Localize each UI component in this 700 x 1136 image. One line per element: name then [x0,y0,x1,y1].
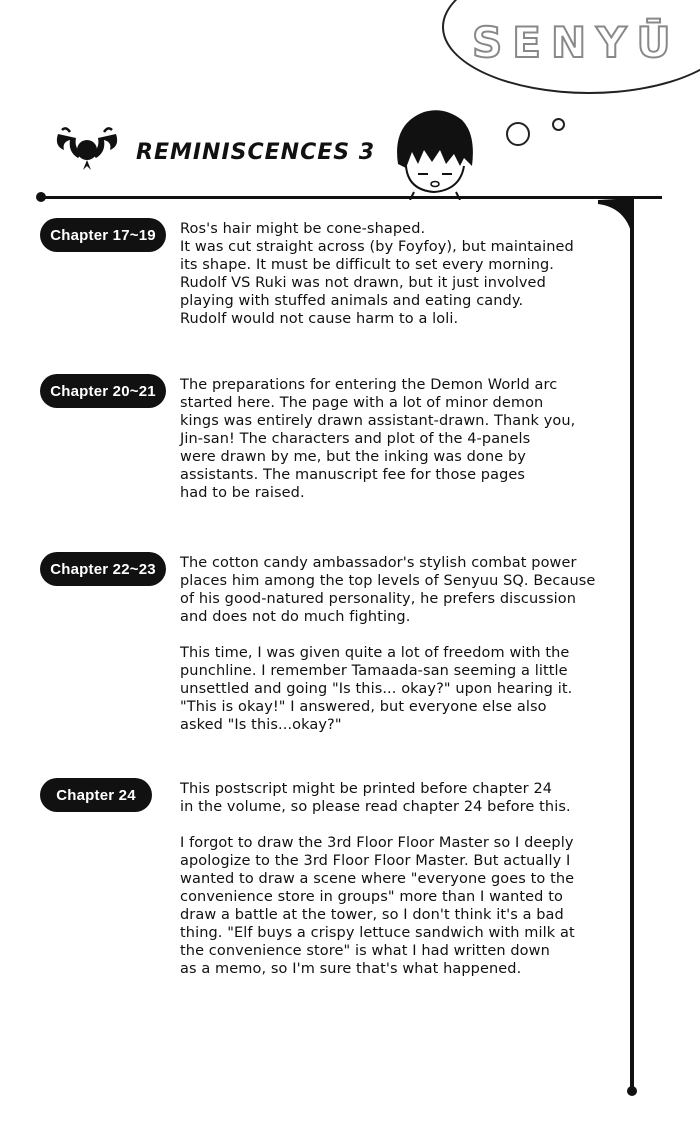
text-line: "This is okay!" I answered, but everyone else also [180,699,547,715]
text-line: and does not do much fighting. [180,609,411,625]
text-line: Jin-san! The characters and plot of the 4-panels [180,431,531,447]
thought-bubble-tiny [552,118,565,131]
text-line: draw a battle at the tower, so I don't think it's a bad [180,907,564,923]
text-line: of his good-natured personality, he prefers discussion [180,591,576,607]
text-line: the convenience store" is what I had written down [180,943,550,959]
chapter-notes [180,780,620,978]
text-line: places him among the top levels of Senyuu SQ. Because [180,573,596,589]
chapter-badge: Chapter 20~21 [40,374,166,408]
paragraph-gap [180,816,620,834]
text-line: asked "Is this...okay?" [180,717,342,733]
text-line: had to be raised. [180,485,305,501]
text-line: This time, I was given quite a lot of freedom with the [180,645,570,661]
text-line: Rudolf VS Ruki was not drawn, but it just involved [180,275,546,291]
text-line: convenience store in groups" more than I wanted to [180,889,563,905]
chibi-character-icon [384,104,484,200]
chapter-notes [180,554,620,734]
text-line: The preparations for entering the Demon World arc [180,377,558,393]
text-line: apologize to the 3rd Floor Floor Master. But actually I [180,853,571,869]
text-line: It was cut straight across (by Foyfoy), but maintained [180,239,574,255]
text-line: I forgot to draw the 3rd Floor Floor Master so I deeply [180,835,574,851]
text-line: its shape. It must be difficult to set every morning. [180,257,555,273]
text-line: Rudolf would not cause harm to a loli. [180,311,459,327]
rule-dot-bottom [627,1086,637,1096]
thought-bubble-small [506,122,530,146]
header-divider [40,196,662,199]
chapter-notes [180,220,620,328]
text-line: assistants. The manuscript fee for those pages [180,467,526,483]
chapter-badge: Chapter 17~19 [40,218,166,252]
right-vertical-rule [630,200,634,1090]
chapter-badge: Chapter 22~23 [40,552,166,586]
text-line: punchline. I remember Tamaada-san seeming a little [180,663,568,679]
paragraph-gap [180,626,620,644]
text-line: This postscript might be printed before chapter 24 [180,781,553,797]
chapter-notes [180,376,620,502]
text-line: started here. The page with a lot of minor demon [180,395,544,411]
text-line: playing with stuffed animals and eating candy. [180,293,524,309]
text-line: in the volume, so please read chapter 24 before this. [180,799,571,815]
senyu-logo: SENYŪ [472,18,681,67]
text-line: kings was entirely drawn assistant-drawn. Thank you, [180,413,576,429]
text-line: thing. "Elf buys a crispy lettuce sandwich with milk at [180,925,575,941]
page-title: REMINISCENCES 3 [136,140,376,165]
text-line: as a memo, so I'm sure that's what happened. [180,961,522,977]
demon-emblem-icon [52,124,122,174]
chapter-badge: Chapter 24 [40,778,152,812]
text-line: Ros's hair might be cone-shaped. [180,221,426,237]
text-line: The cotton candy ambassador's stylish combat power [180,555,577,571]
text-line: were drawn by me, but the inking was done by [180,449,526,465]
text-line: wanted to draw a scene where "everyone goes to the [180,871,575,887]
text-line: unsettled and going "Is this... okay?" upon hearing it. [180,681,573,697]
